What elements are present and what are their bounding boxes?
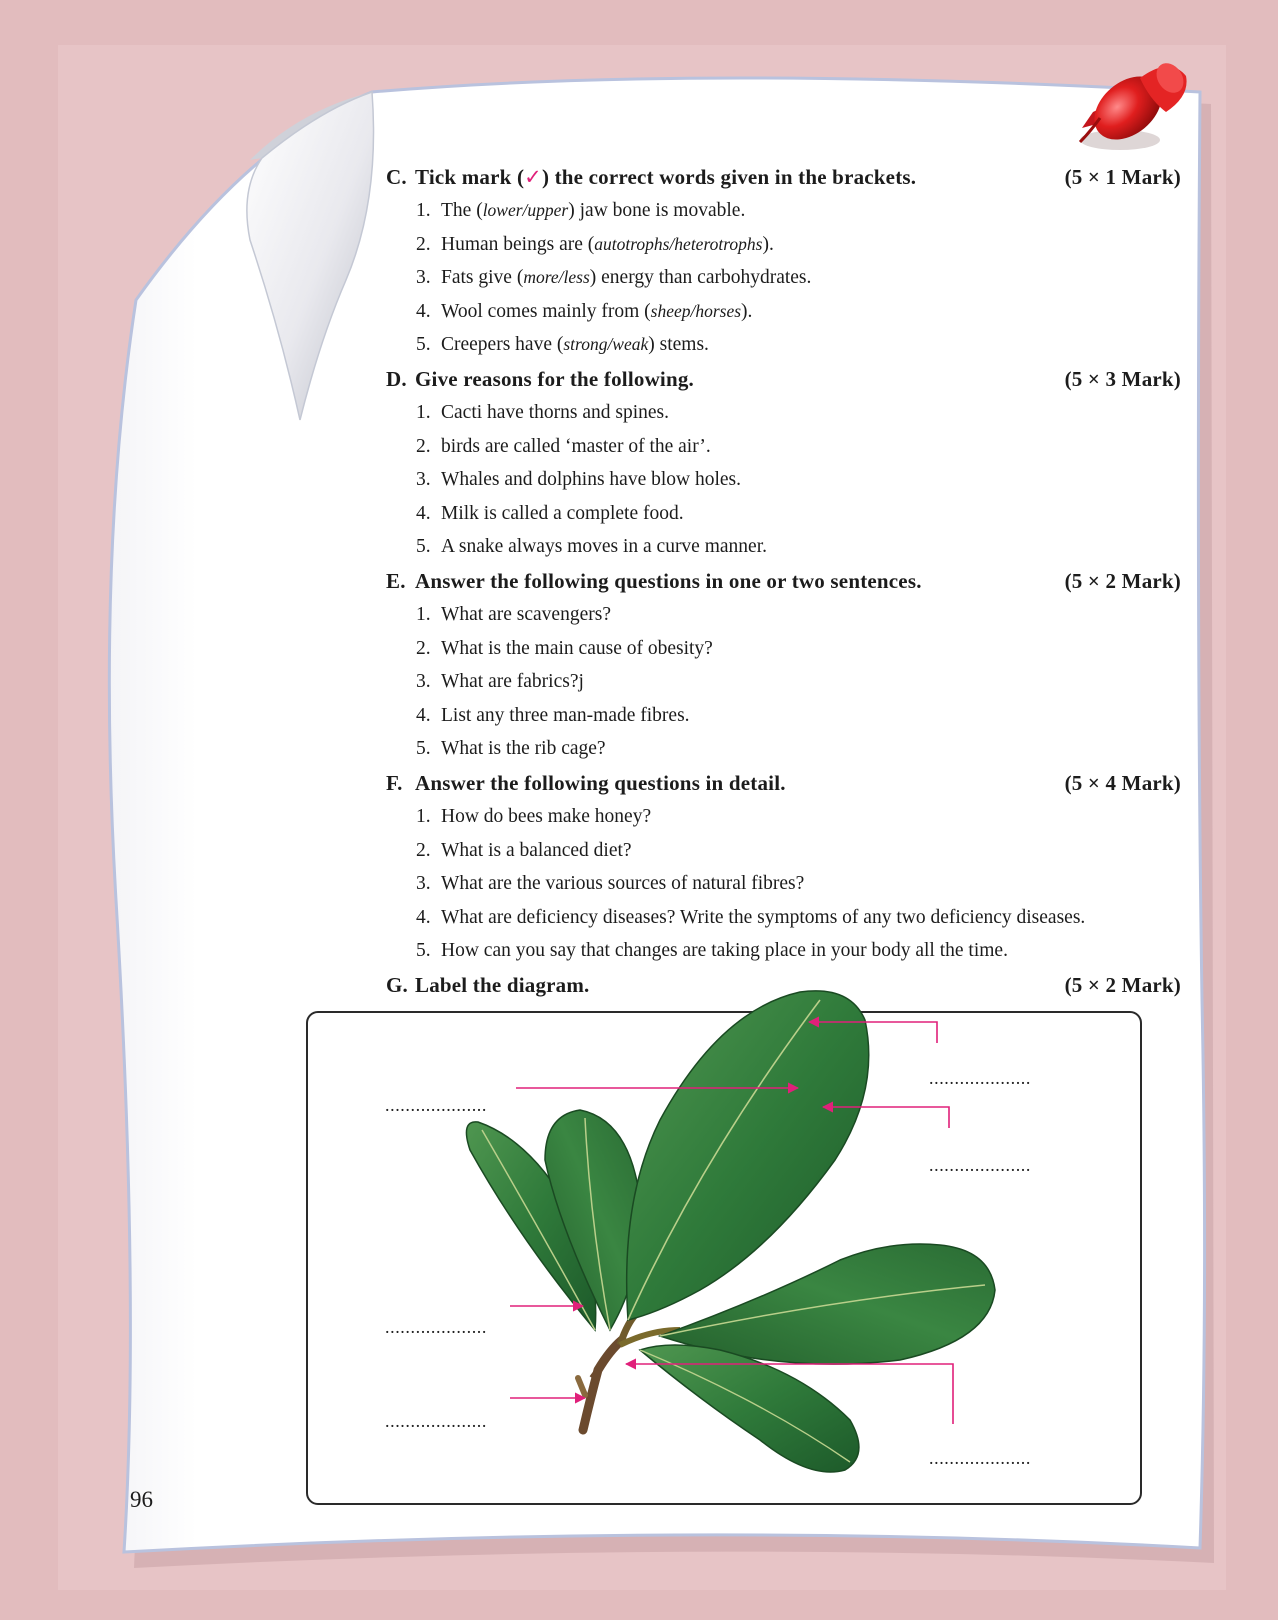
question-item: 4. Milk is called a complete food. (416, 502, 684, 524)
question-item: 4. What are deficiency diseases? Write the symptoms of any two deficiency diseases. (416, 906, 1086, 928)
tick-mark-icon: ✓ (524, 165, 542, 189)
question-item: 3. What are the various sources of natural fibres? (416, 873, 805, 895)
question-item: 5. What is the rib cage? (416, 738, 606, 760)
section-letter: C. (386, 165, 407, 189)
section-title: Label the diagram. (415, 972, 590, 997)
question-item: 1. How do bees make honey? (416, 805, 652, 827)
section-marks: (5 × 4 Mark) (1064, 770, 1181, 795)
question-item: 1. Cacti have thorns and spines. (416, 401, 669, 423)
section-letter: D. (386, 366, 407, 391)
question-item: 2. What is a balanced diet? (416, 839, 632, 861)
label-blank[interactable]: .................... (929, 1068, 1031, 1088)
question-item: 1. The (lower/upper) jaw bone is movable. (416, 200, 746, 221)
label-blank[interactable]: .................... (385, 1317, 487, 1337)
section-marks: (5 × 1 Mark) (1064, 165, 1181, 189)
question-item: 5. How can you say that changes are taking place in your body all the time. (416, 940, 1008, 962)
leaf-twig (466, 991, 995, 1472)
question-item: 3. Fats give (more/less) energy than carbohydrates. (416, 267, 812, 289)
question-item: 3. Whales and dolphins have blow holes. (416, 469, 742, 491)
question-item: 2. What is the main cause of obesity? (416, 637, 713, 659)
question-item: 4. Wool comes mainly from (sheep/horses). (416, 300, 753, 322)
section-title: Answer the following questions in detail. (415, 770, 786, 795)
question-item: 3. What are fabrics?j (416, 671, 584, 693)
section-letter: G. (386, 972, 408, 997)
label-blank[interactable]: .................... (385, 1411, 487, 1431)
section-letter: E. (386, 568, 406, 593)
section-marks: (5 × 3 Mark) (1064, 366, 1181, 391)
section-title: Answer the following questions in one or two sentences. (415, 568, 922, 593)
section-title: Give reasons for the following. (415, 366, 694, 391)
section-letter: F. (386, 770, 403, 795)
section-marks: (5 × 2 Mark) (1064, 568, 1181, 593)
label-blank[interactable]: .................... (385, 1095, 487, 1115)
question-item: 4. List any three man-made fibres. (416, 704, 690, 726)
question-item: 2. birds are called ‘master of the air’. (416, 435, 711, 457)
question-item: 2. Human beings are (autotrophs/heterotrophs). (416, 233, 774, 255)
label-blank[interactable]: .................... (929, 1448, 1031, 1468)
section-marks: (5 × 2 Mark) (1064, 972, 1181, 997)
question-item: 5. A snake always moves in a curve manner. (416, 536, 767, 558)
page-number: 96 (130, 1487, 153, 1512)
label-blank[interactable]: .................... (929, 1155, 1031, 1175)
question-item: 5. Creepers have (strong/weak) stems. (416, 334, 709, 356)
question-item: 1. What are scavengers? (416, 603, 611, 625)
section-title: Tick mark (✓) the correct words given in the brackets. (415, 165, 917, 189)
